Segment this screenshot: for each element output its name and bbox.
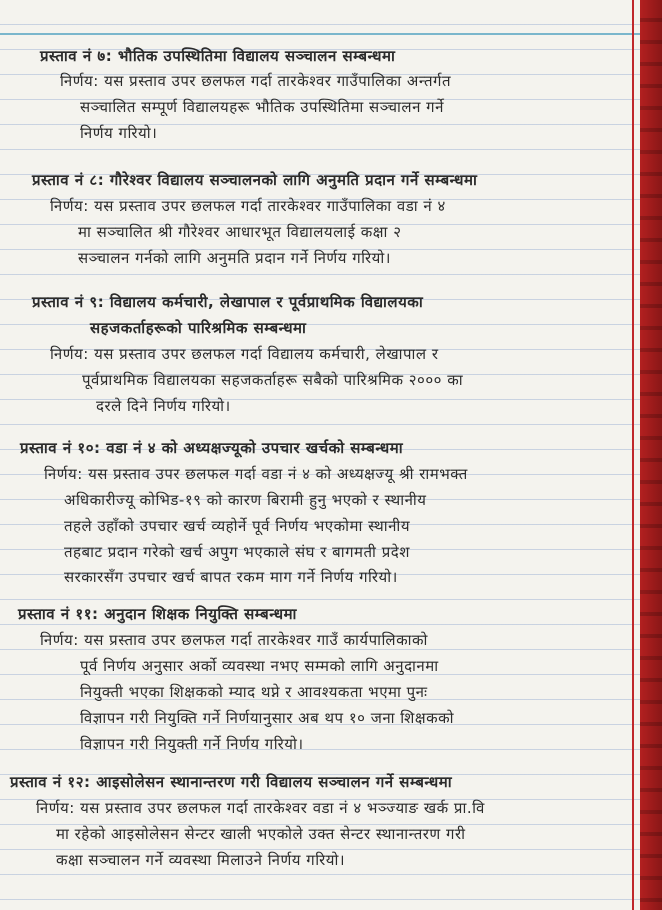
resolution-heading: प्रस्ताव नं ९: विद्यालय कर्मचारी, लेखापाल र पूर्वप्राथमिक विद्यालयका [32,293,424,311]
resolution-text-line: सञ्चालन गर्नको लागि अनुमति प्रदान गर्ने निर्णय गरियो। [78,249,391,267]
resolution-text-line: निर्णय: यस प्रस्ताव उपर छलफल गर्दा तारकेश्वर गाउँपालिका अन्तर्गत [60,72,452,90]
resolution-text-line: विज्ञापन गरी नियुक्ति गर्ने निर्णयानुसार अब थप १० जना शिक्षकको [80,709,455,727]
resolution-text-line: निर्णय: यस प्रस्ताव उपर छलफल गर्दा वडा नं ४ को अध्यक्षज्यू श्री रामभक्त [44,465,468,483]
resolution-text-line: पूर्वप्राथमिक विद्यालयका सहजकर्ताहरू सबैको पारिश्रमिक २००० का [82,371,464,389]
resolution-text-line: विज्ञापन गरी नियुक्ती गर्ने निर्णय गरियो। [80,735,304,753]
resolution-heading: प्रस्ताव नं ११: अनुदान शिक्षक नियुक्ति सम्बन्धमा [18,605,297,623]
resolution-text-line: निर्णय गरियो। [80,124,158,142]
resolution-text-line: निर्णय: यस प्रस्ताव उपर छलफल गर्दा विद्यालय कर्मचारी, लेखापाल र [50,345,439,363]
resolution-text-line: कक्षा सञ्चालन गर्ने व्यवस्था मिलाउने निर्णय गरियो। [56,851,346,869]
resolution-heading: प्रस्ताव नं ८: गौरेश्वर विद्यालय सञ्चालनको लागि अनुमति प्रदान गर्ने सम्बन्धमा [32,171,478,189]
resolution-heading: प्रस्ताव नं ७: भौतिक उपस्थितिमा विद्यालय सञ्चालन सम्बन्धमा [40,47,396,65]
resolution-text-line: सञ्चालित सम्पूर्ण विद्यालयहरू भौतिक उपस्थितिमा सञ्चालन गर्ने [80,98,444,116]
resolution-heading: प्रस्ताव नं १२: आइसोलेसन स्थानान्तरण गरी विद्यालय सञ्चालन गर्ने सम्बन्धमा [10,773,453,791]
resolution-text-line: तहले उहाँको उपचार खर्च व्यहोर्ने पूर्व निर्णय भएकोमा स्थानीय [64,517,411,535]
resolution-text-line: मा सञ्चालित श्री गौरेश्वर आधारभूत विद्यालयलाई कक्षा २ [78,223,402,241]
resolution-text-line: दरले दिने निर्णय गरियो। [96,397,231,415]
resolution-heading-continued: सहजकर्ताहरूको पारिश्रमिक सम्बन्धमा [90,319,307,337]
resolution-text-line: निर्णय: यस प्रस्ताव उपर छलफल गर्दा तारकेश्वर गाउँ कार्यपालिकाको [40,631,428,649]
resolution-text-line: अधिकारीज्यू कोभिड-१९ को कारण बिरामी हुनु भएको र स्थानीय [64,491,427,509]
resolution-text-line: पूर्व निर्णय अनुसार अर्को व्यवस्था नभए सम्मको लागि अनुदानमा [80,657,439,675]
top-rule [0,33,662,35]
resolution-text-line: मा रहेको आइसोलेसन सेन्टर खाली भएकोले उक्त सेन्टर स्थानान्तरण गरी [56,825,466,843]
resolution-text-line: निर्णय: यस प्रस्ताव उपर छलफल गर्दा तारकेश्वर वडा नं ४ भञ्ज्याङ खर्क प्रा.वि [36,799,485,817]
resolution-heading: प्रस्ताव नं १०: वडा नं ४ को अध्यक्षज्यूको उपचार खर्चको सम्बन्धमा [20,439,404,457]
resolution-text-line: नियुक्ती भएका शिक्षकको म्याद थप्ने र आवश्यकता भएमा पुनः [80,683,428,701]
notebook-binding [640,0,662,910]
resolution-text-line: सरकारसँग उपचार खर्च बापत रकम माग गर्ने निर्णय गरियो। [64,568,398,586]
resolution-text-line: तहबाट प्रदान गरेको खर्च अपुग भएकाले संघ र बागमती प्रदेश [64,543,410,561]
resolution-text-line: निर्णय: यस प्रस्ताव उपर छलफल गर्दा तारकेश्वर गाउँपालिका वडा नं ४ [50,197,446,215]
margin-line [632,0,634,910]
